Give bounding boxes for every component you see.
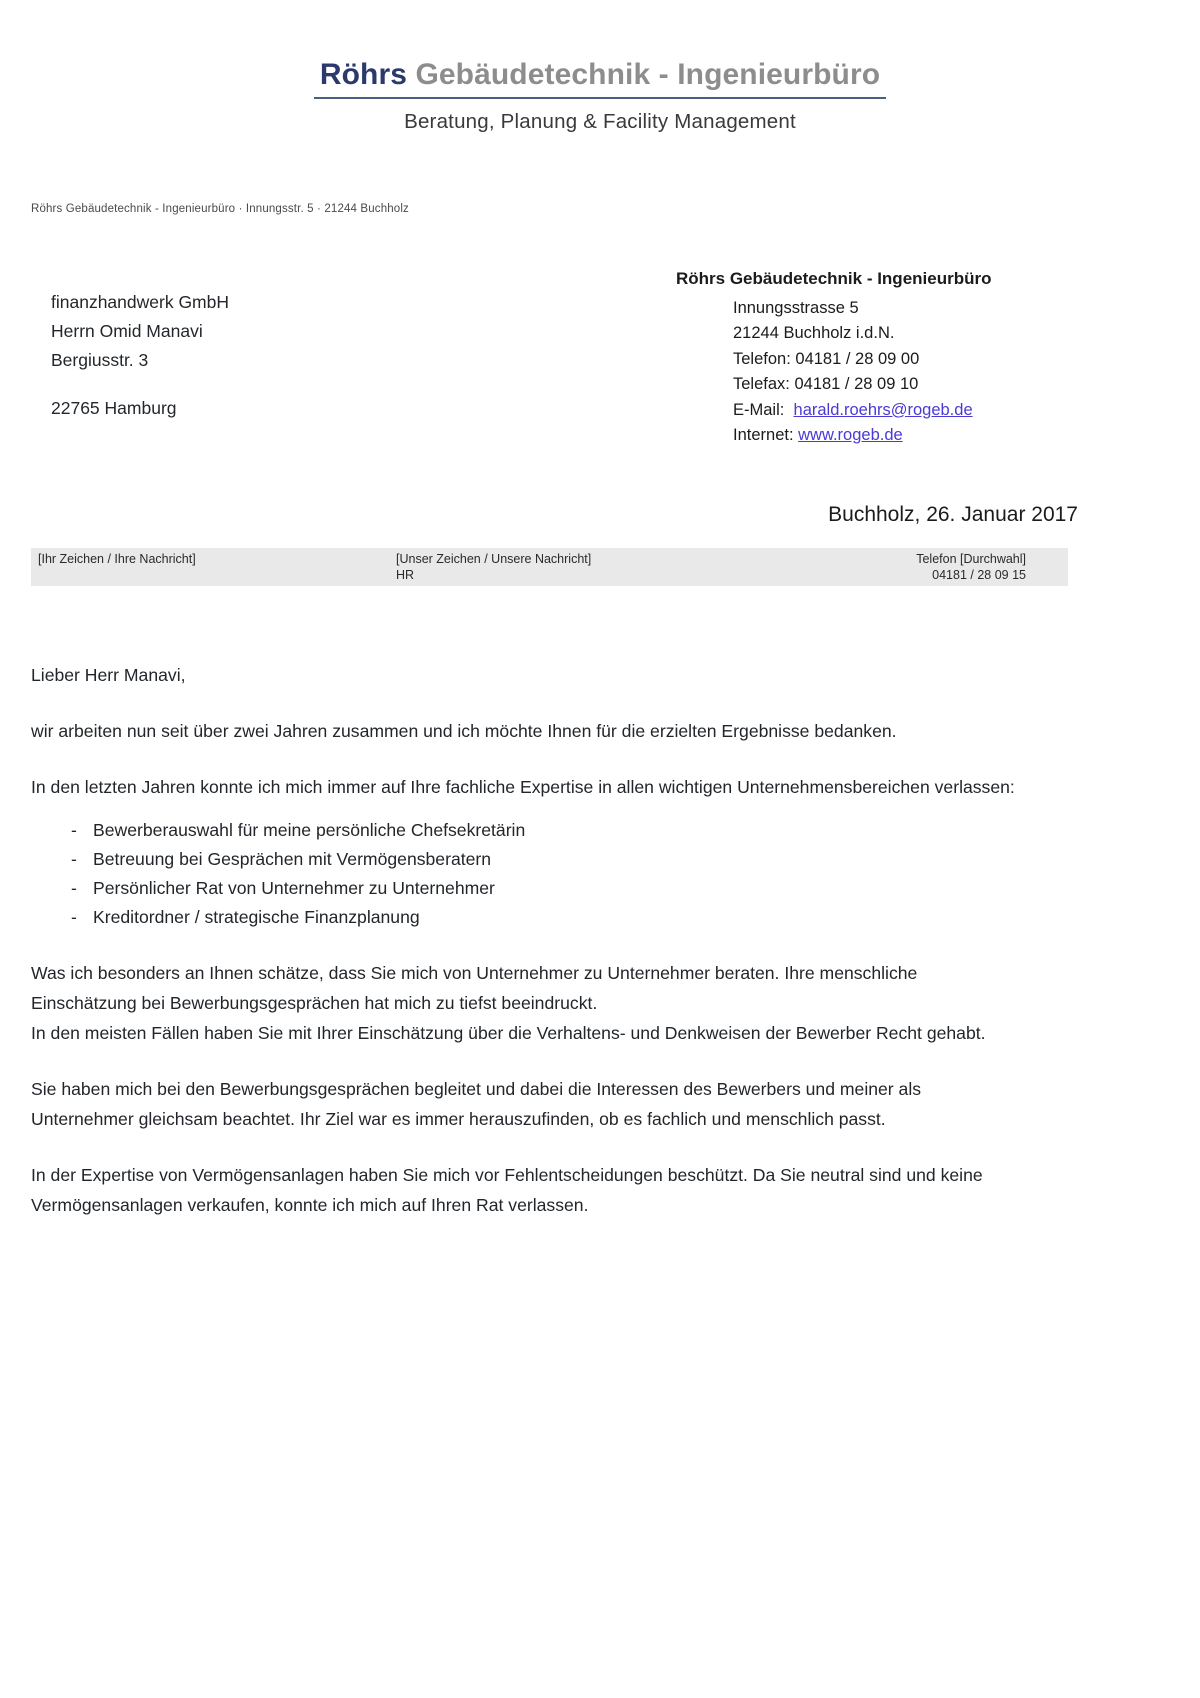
letter-body	[31, 660, 1021, 1246]
body-paragraph-5: In der Expertise von Vermögensanlagen haben Sie mich vor Fehlentscheidungen beschützt. Da Sie neutral sind und keine Vermögensanlagen verkaufen, konnte ich mich auf Ihren Rat verlassen.	[31, 1165, 983, 1215]
body-paragraph-2: In den letzten Jahren konnte ich mich immer auf Ihre fachliche Expertise in allen wichtigen Unternehmensbereichen verlassen:	[31, 777, 1015, 797]
sender-internet-label: Internet:	[733, 426, 794, 444]
recipient-line-1: finanzhandwerk GmbH	[51, 292, 229, 312]
reference-bar	[31, 548, 1068, 586]
bullet-dash-icon: -	[71, 907, 77, 927]
salutation: Lieber Herr Manavi,	[31, 665, 186, 685]
reference-col1-header: [Ihr Zeichen / Ihre Nachricht]	[38, 552, 196, 566]
reference-col3-header: Telefon [Durchwahl]	[916, 552, 1026, 566]
recipient-line-2: Herrn Omid Manavi	[51, 321, 203, 341]
body-paragraph-4: Sie haben mich bei den Bewerbungsgesprächen begleitet und dabei die Interessen des Bewerbers und meiner als Unternehmer gleichsam beachtet. Ihr Ziel war es immer herauszufinden, ob es fachlich und menschlich passt.	[31, 1079, 922, 1129]
letterhead-subtitle: Beratung, Planung & Facility Management	[404, 109, 796, 133]
reference-col-your-reference	[38, 552, 196, 568]
letterhead-company-name: Röhrs	[319, 58, 408, 91]
sender-fax-value: 04181 / 28 09 10	[794, 375, 919, 393]
reference-col-direct-dial	[916, 552, 1026, 583]
body-paragraph-1: wir arbeiten nun seit über zwei Jahren zusammen und ich möchte Ihnen für die erzielten Ergebnisse bedanken.	[31, 721, 897, 741]
bullet-dash-icon: -	[71, 849, 77, 869]
sender-phone-value: 04181 / 28 09 00	[795, 349, 920, 368]
recipient-address	[51, 288, 229, 423]
sender-phone-row	[733, 347, 991, 373]
sender-email-link[interactable]: harald.roehrs@rogeb.de	[793, 400, 973, 419]
list-item-label: Betreuung bei Gesprächen mit Vermögensberatern	[93, 849, 492, 869]
date-line: Buchholz, 26. Januar 2017	[828, 503, 1078, 526]
reference-col-our-reference	[396, 552, 591, 583]
bullet-dash-icon: -	[71, 820, 77, 840]
sender-website-link[interactable]: www.rogeb.de	[798, 426, 903, 444]
sender-city: 21244 Buchholz i.d.N.	[733, 324, 895, 342]
sender-phone-label: Telefon:	[733, 349, 791, 368]
return-address-line: Röhrs Gebäudetechnik - Ingenieurbüro · Innungsstr. 5 · 21244 Buchholz	[31, 203, 409, 215]
sender-fax-row	[733, 372, 991, 398]
recipient-spacer	[51, 375, 229, 394]
letterhead	[0, 0, 1200, 134]
sender-contact-block	[676, 266, 992, 449]
letterhead-title	[314, 58, 886, 99]
list-item	[31, 845, 1021, 874]
body-bullet-list	[31, 816, 1021, 932]
sender-company-title: Röhrs Gebäudetechnik - Ingenieurbüro	[676, 269, 992, 288]
list-item-label: Bewerberauswahl für meine persönliche Chefsekretärin	[93, 820, 526, 840]
body-paragraph-3a: Was ich besonders an Ihnen schätze, dass Sie mich von Unternehmer zu Unternehmer beraten. Ihre menschliche Einschätzung bei Bewerbungsgesprächen hat mich zu tiefst beeindruckt.	[31, 963, 918, 1013]
address-zone	[0, 269, 1200, 468]
reference-col2-value: HR	[396, 567, 415, 582]
sender-email-row	[733, 398, 991, 424]
bullet-dash-icon: -	[71, 878, 77, 898]
letterhead-company-rest: Gebäudetechnik - Ingenieurbüro	[407, 58, 881, 91]
recipient-line-4: 22765 Hamburg	[51, 398, 177, 418]
reference-col2-header: [Unser Zeichen / Unsere Nachricht]	[396, 552, 592, 566]
body-paragraph-3b: In den meisten Fällen haben Sie mit Ihrer Einschätzung über die Verhaltens- und Denkweisen der Bewerber Recht gehabt.	[31, 1023, 986, 1043]
list-item-label: Kreditordner / strategische Finanzplanung	[93, 907, 420, 927]
list-item	[31, 903, 1021, 932]
sender-street: Innungsstrasse 5	[733, 298, 859, 317]
sender-email-label: E-Mail:	[733, 400, 785, 419]
list-item-label: Persönlicher Rat von Unternehmer zu Unternehmer	[93, 878, 495, 898]
sender-fax-label: Telefax:	[733, 375, 790, 393]
recipient-line-3: Bergiusstr. 3	[51, 350, 149, 370]
sender-internet-row	[733, 423, 991, 449]
list-item	[31, 874, 1021, 903]
reference-col3-value: 04181 / 28 09 15	[932, 567, 1026, 582]
list-item	[31, 816, 1021, 845]
